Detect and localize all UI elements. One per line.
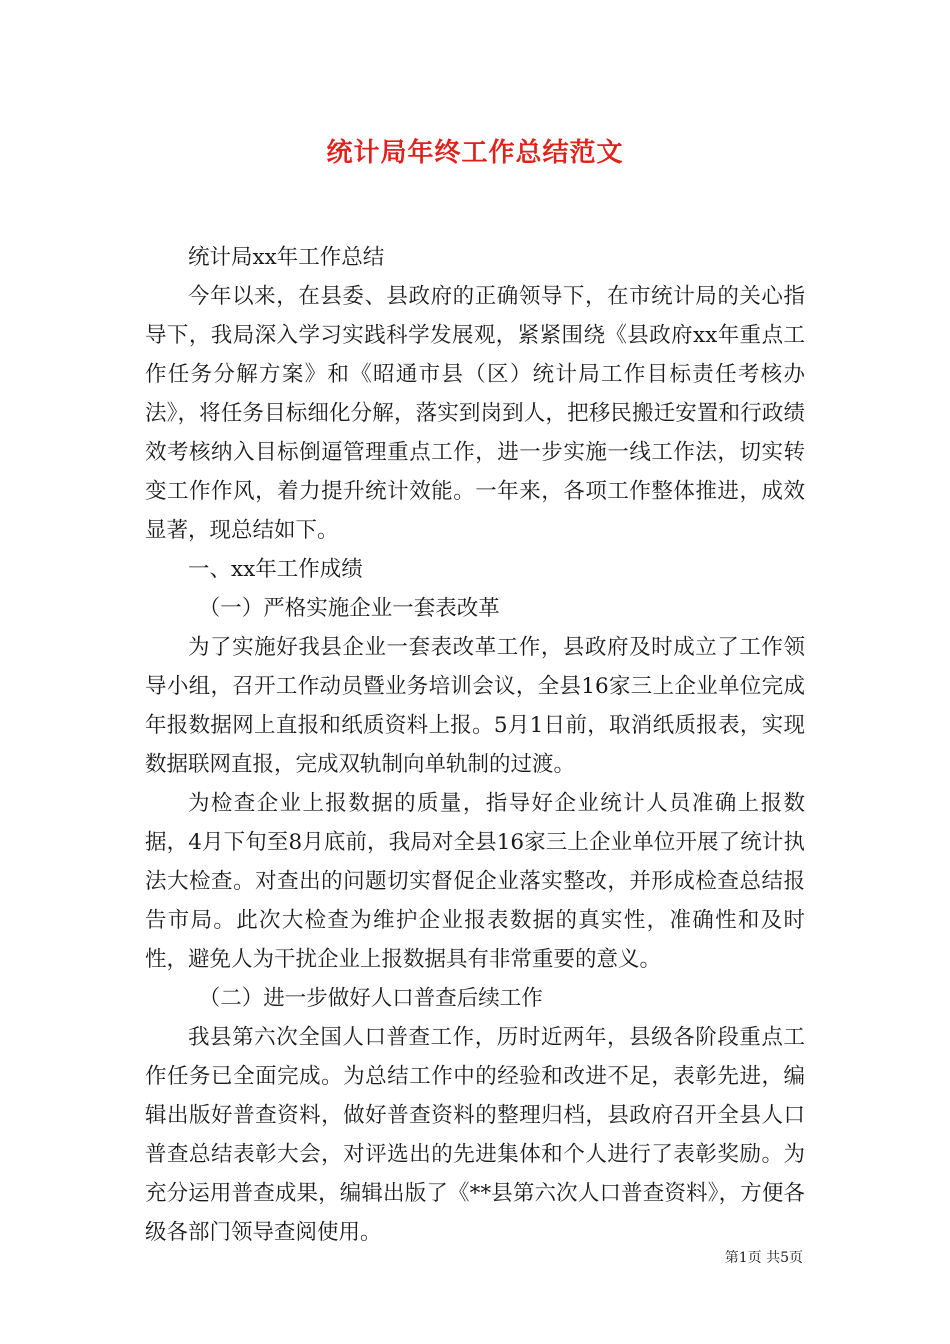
paragraph: 为了实施好我县企业一套表改革工作，县政府及时成立了工作领导小组，召开工作动员暨业务培训会议，全县16家三上企业单位完成年报数据网上直报和纸质资料上报。5月1日前，取消纸质报表，实现数据联网直报，完成双轨制向单轨制的过渡。 bbox=[145, 635, 805, 777]
document-title: 统计局年终工作总结范文 bbox=[326, 138, 624, 168]
document-body bbox=[145, 238, 805, 1252]
section-heading: 一、xx年工作成绩 bbox=[188, 557, 363, 582]
subsection-heading: （一）严格实施企业一套表改革 bbox=[198, 596, 500, 621]
section-heading: 统计局xx年工作总结 bbox=[188, 245, 385, 270]
page-number: 第1页 共5页 bbox=[724, 1250, 803, 1266]
paragraph: 我县第六次全国人口普查工作，历时近两年，县级各阶段重点工作任务已全面完成。为总结工作中的经验和改进不足，表彰先进，编辑出版好普查资料，做好普查资料的整理归档，县政府召开全县人口普查总结表彰大会，对评选出的先进集体和个人进行了表彰奖励。为充分运用普查成果，编辑出版了《**县第六次人口普查资料》，方便各级各部门领导查阅使用。 bbox=[145, 1025, 805, 1245]
paragraph: 今年以来，在县委、县政府的正确领导下，在市统计局的关心指导下，我局深入学习实践科学发展观，紧紧围绕《县政府xx年重点工作任务分解方案》和《昭通市县（区）统计局工作目标责任考核办法》，将任务目标细化分解，落实到岗到人，把移民搬迁安置和行政绩效考核纳入目标倒逼管理重点工作，进一步实施一线工作法，切实转变工作作风，着力提升统计效能。一年来，各项工作整体推进，成效显著，现总结如下。 bbox=[145, 284, 805, 543]
paragraph: 为检查企业上报数据的质量，指导好企业统计人员准确上报数据，4月下旬至8月底前，我局对全县16家三上企业单位开展了统计执法大检查。对查出的问题切实督促企业落实整改，并形成检查总结报告市局。此次大检查为维护企业报表数据的真实性，准确性和及时性，避免人为干扰企业上报数据具有非常重要的意义。 bbox=[145, 791, 805, 972]
subsection-heading: （二）进一步做好人口普查后续工作 bbox=[198, 986, 543, 1011]
